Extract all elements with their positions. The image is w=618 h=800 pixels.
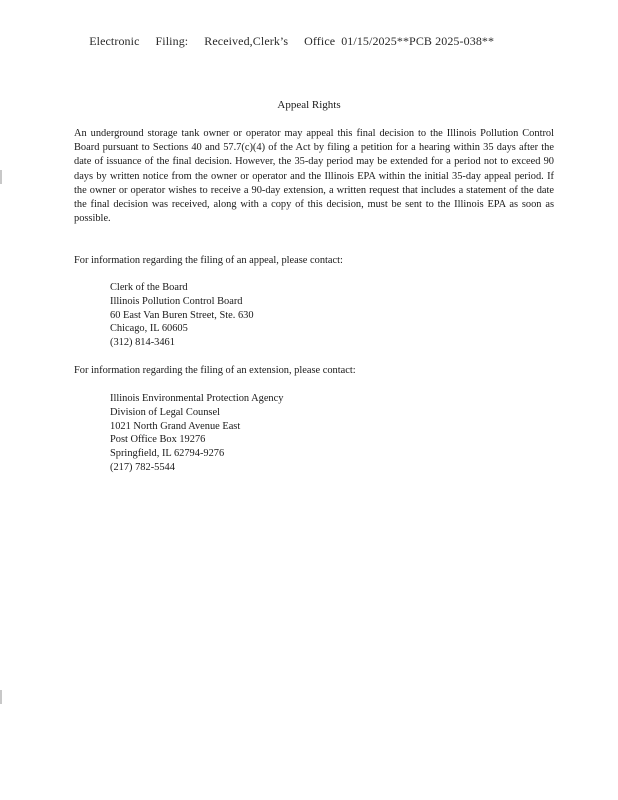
header-filing: Filing: <box>155 34 189 48</box>
address-line: Springfield, IL 62794-9276 <box>110 448 225 460</box>
phone-line: (217) 782-5544 <box>110 461 175 473</box>
header-electronic: Electronic <box>89 34 140 48</box>
extension-contact-intro: For information regarding the filing of an extension, please contact: <box>74 365 356 376</box>
scan-edge-mark <box>0 690 2 704</box>
page-title: Appeal Rights <box>277 99 341 111</box>
appeal-contact-intro: For information regarding the filing of an appeal, please contact: <box>74 255 343 266</box>
address-line: Division of Legal Counsel <box>110 406 220 418</box>
header-office: Office <box>304 34 336 48</box>
phone-line: (312) 814-3461 <box>110 337 175 349</box>
address-line: Illinois Environmental Protection Agency <box>110 393 284 404</box>
filing-stamp-header <box>83 19 510 49</box>
header-date-case: 01/15/2025**PCB 2025-038** <box>341 34 495 48</box>
address-line: Post Office Box 19276 <box>110 434 206 446</box>
appeal-rights-paragraph: An underground storage tank owner or operator may appeal this final decision to the Illinois Pollution Control Board pursuant to Sections 40 and 57.7(c)(4) of the Act by filing a petition for a hearing within 35 days after the date of issuance of the final decision. However, the 35-day period may be extended for a period not to exceed 90 days by written notice from the owner or operator and the Illinois EPA within the initial 35-day appeal period. If the owner or operator wishes to receive a 90-day extension, a written request that includes a statement of the date the final decision was received, along with a copy of this decision, must be sent to the Illinois EPA as soon as possible. <box>74 128 554 225</box>
extension-contact-address <box>110 392 283 475</box>
appeal-contact-address <box>110 281 254 350</box>
address-line: Clerk of the Board <box>110 282 188 293</box>
address-line: 1021 North Grand Avenue East <box>110 420 241 432</box>
scan-edge-mark <box>0 170 2 184</box>
address-line: 60 East Van Buren Street, Ste. 630 <box>110 309 254 321</box>
address-line: Chicago, IL 60605 <box>110 323 188 335</box>
address-line: Illinois Pollution Control Board <box>110 295 243 307</box>
header-received: Received,Clerk’s <box>204 34 289 48</box>
